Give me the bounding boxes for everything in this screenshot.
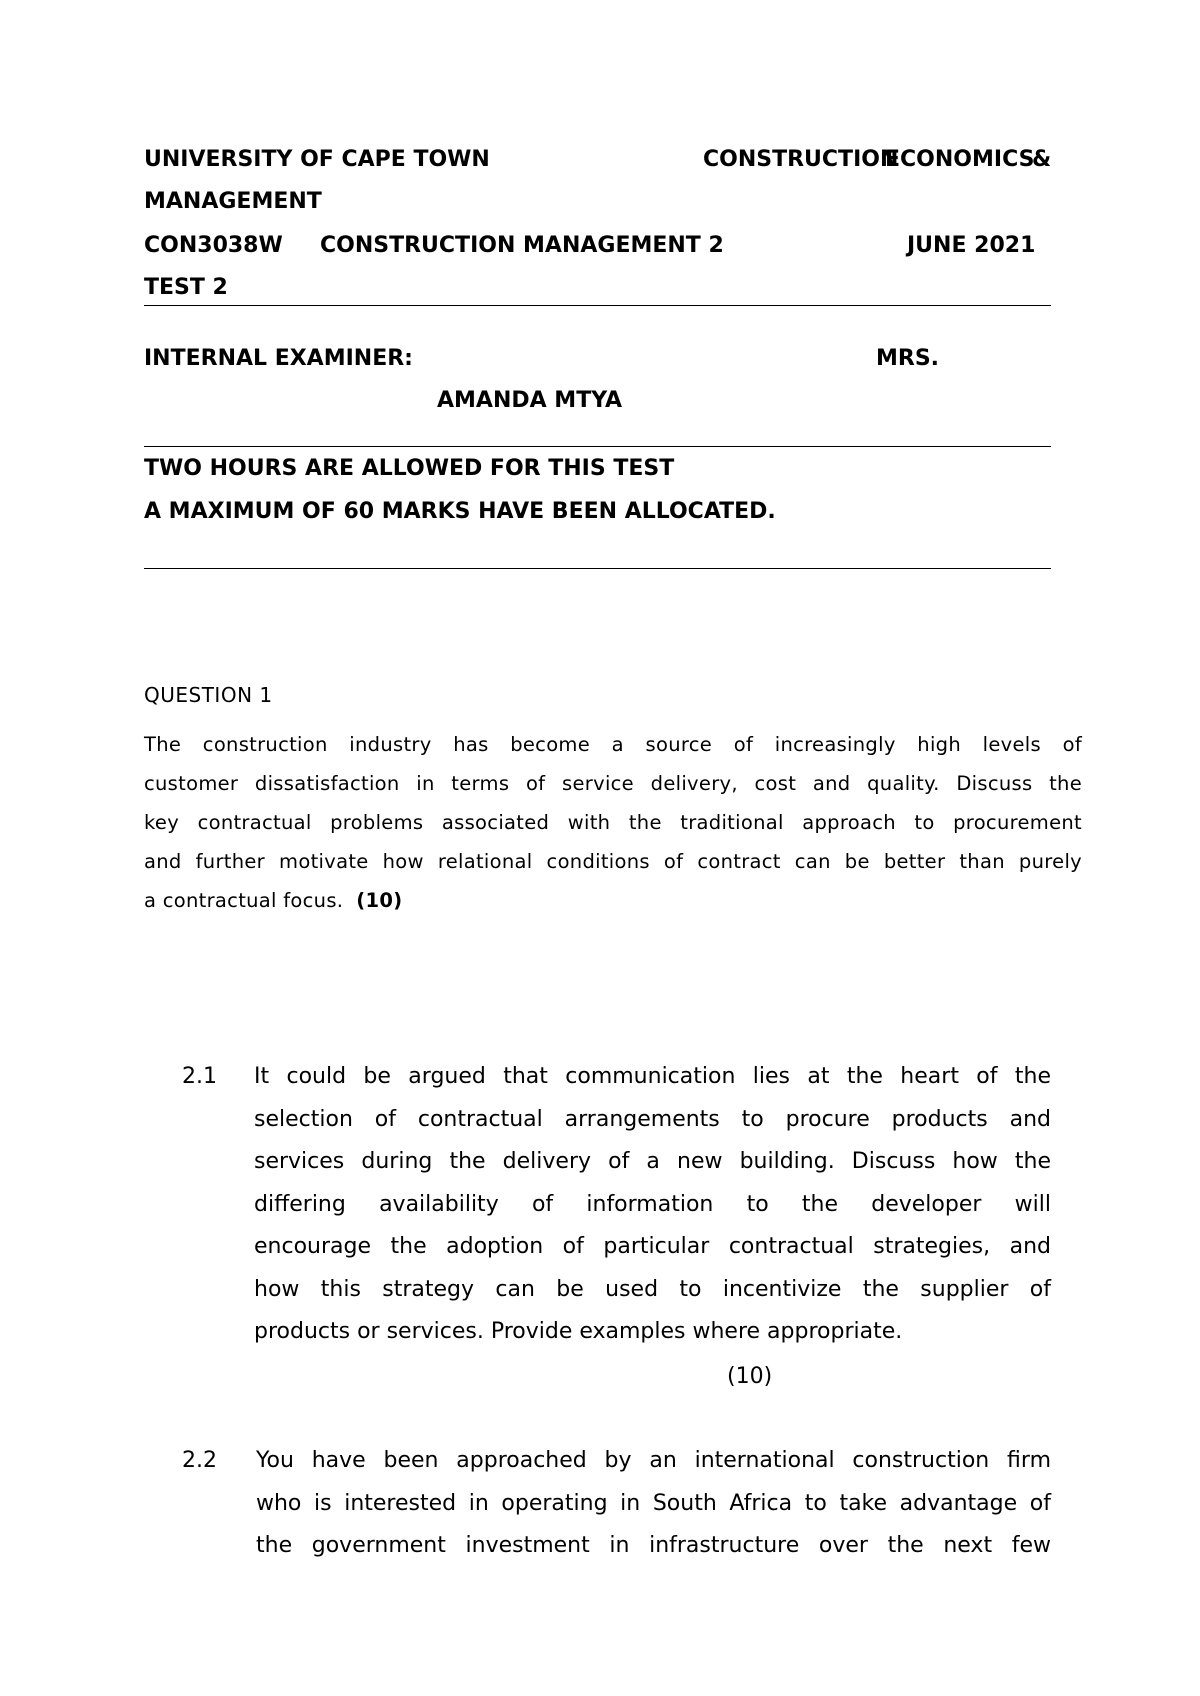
department-ampersand: & <box>1032 147 1052 172</box>
question-2-2-text <box>256 1440 1051 1568</box>
question-2-1-number: 2.1 <box>182 1064 217 1089</box>
question-2-2-line: You have been approached by an international construction firm <box>256 1448 1051 1473</box>
question-2-1-line: It could be argued that communication lies at the heart of the <box>254 1064 1051 1089</box>
examiner-title: MRS. <box>876 346 940 371</box>
course-name: CONSTRUCTION MANAGEMENT 2 <box>320 233 724 258</box>
question-1-text <box>144 725 1082 920</box>
question-1-heading: QUESTION 1 <box>144 683 273 707</box>
question-2-2-number: 2.2 <box>182 1448 217 1473</box>
question-2-1-line: selection of contractual arrangements to procure products and <box>254 1106 1051 1132</box>
question-2-1-line: how this strategy can be used to incentivize the supplier of <box>254 1276 1051 1302</box>
question-2-2-line: the government investment in infrastructure over the next few <box>256 1533 1051 1558</box>
header-divider <box>144 305 1051 306</box>
exam-date: JUNE 2021 <box>907 233 1036 258</box>
question-2-1-text <box>254 1056 1051 1354</box>
question-2-1-line: differing availability of information to the developer will <box>254 1191 1051 1217</box>
question-2-1-marks: (10) <box>727 1364 773 1389</box>
examiner-name: AMANDA MTYA <box>437 388 623 413</box>
question-1-line: and further motivate how relational conditions of contract can be better than purely <box>144 850 1082 873</box>
question-1-marks: (10) <box>356 889 403 912</box>
question-2-1-line: products or services. Provide examples where appropriate. <box>254 1319 903 1344</box>
question-2-1-line: services during the delivery of a new building. Discuss how the <box>254 1149 1051 1174</box>
department-name-part2: ECONOMICS <box>885 147 1035 172</box>
question-1-line: customer dissatisfaction in terms of service delivery, cost and quality. Discuss the <box>144 772 1082 795</box>
examiner-label: INTERNAL EXAMINER: <box>144 346 413 371</box>
question-2-1-line: encourage the adoption of particular contractual strategies, and <box>254 1234 1051 1259</box>
marks-allocated: A MAXIMUM OF 60 MARKS HAVE BEEN ALLOCATED. <box>144 499 776 524</box>
instructions-divider <box>144 568 1051 569</box>
test-label: TEST 2 <box>144 275 228 300</box>
department-name-line2: MANAGEMENT <box>144 189 322 214</box>
university-name: UNIVERSITY OF CAPE TOWN <box>144 147 490 172</box>
examiner-divider <box>144 446 1051 447</box>
question-1-line: key contractual problems associated with the traditional approach to procurement <box>144 811 1082 834</box>
department-name-part1: CONSTRUCTION <box>703 147 899 172</box>
time-allowed: TWO HOURS ARE ALLOWED FOR THIS TEST <box>144 456 675 481</box>
question-1-line: a contractual focus. <box>144 889 344 912</box>
question-2-2-line: who is interested in operating in South Africa to take advantage of <box>256 1490 1051 1516</box>
course-code: CON3038W <box>144 233 283 258</box>
question-1-line: The construction industry has become a source of increasingly high levels of <box>144 733 1082 756</box>
